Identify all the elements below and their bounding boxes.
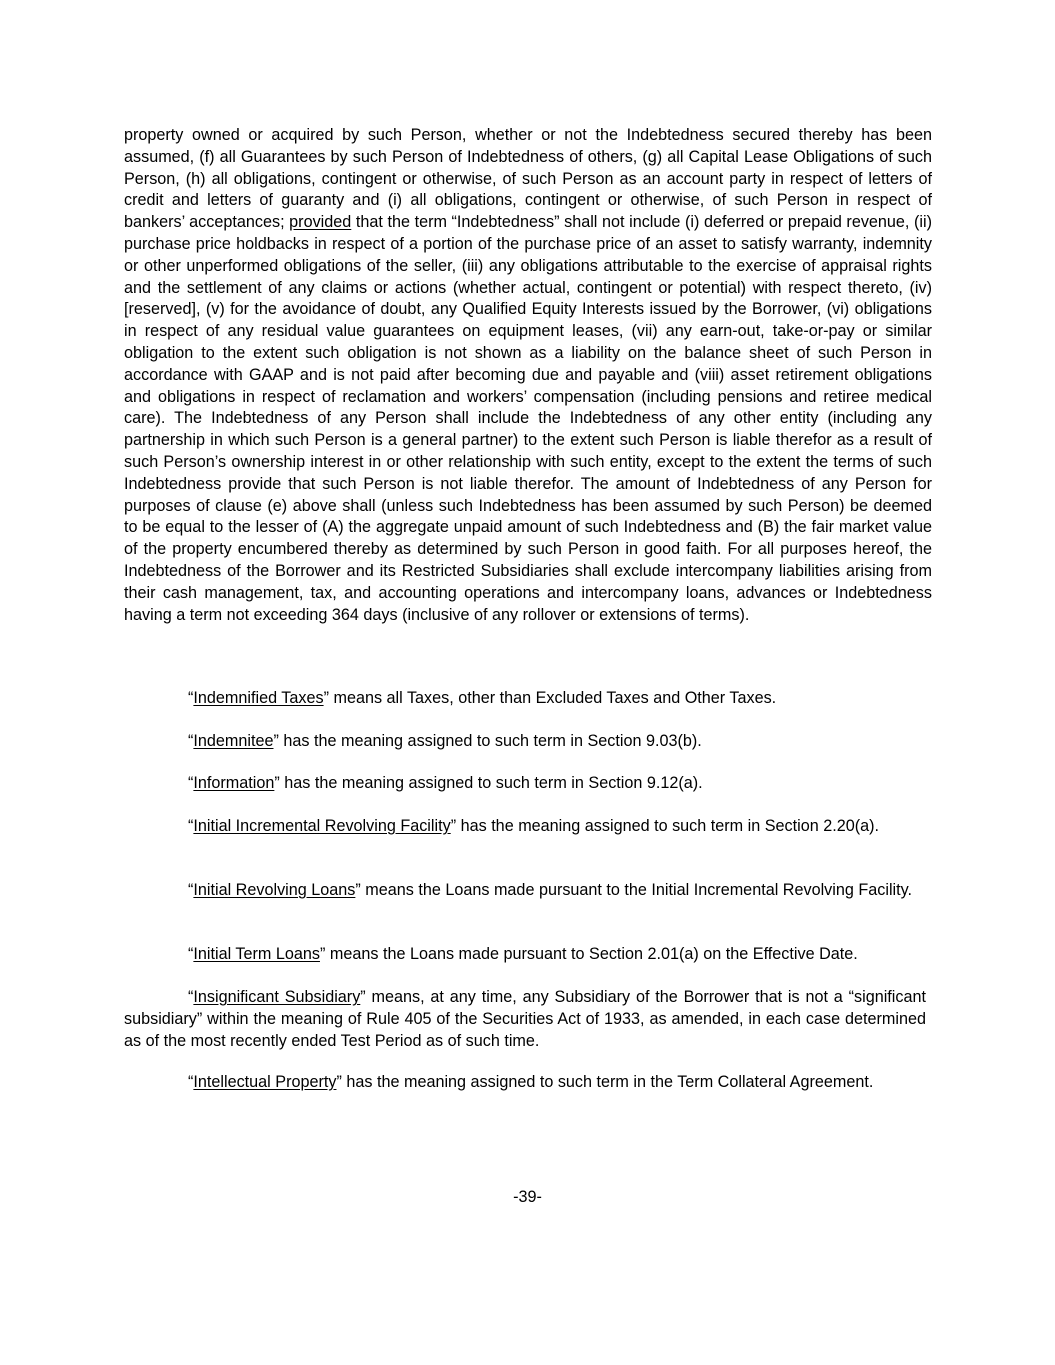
definition-text: ” means the Loans made pursuant to the Initial Incremental Revolving Facility. bbox=[355, 881, 913, 899]
lead-paragraph-text-end: that the term “Indebtedness” shall not include (i) deferred or prepaid revenue, (ii) purchase price holdbacks in respect of a portion of the purchase price of an asset to satisfy warranty, indemnity or other unperformed obligations of the seller, (iii) any obligations attributable to the exercise of appraisal rights and the settlement of any claims or actions (whether actual, contingent or potential) with respect thereto, (iv) [reserved], (v) for the avoidance of doubt, any Qualified Equity Interests issued by the Borrower, (vi) obligations in respect of any residual value guarantees on equipment leases, (vii) any earn-out, take-or-pay or similar obligation to the extent such obligation is not shown as a liability on the balance sheet of such Person in accordance with GAAP and is not paid after becoming due and payable and (viii) asset retirement obligations and obligations in respect of reclamation and workers’ compensation (including pensions and retiree medical care). The Indebtedness of any Person shall include the Indebtedness of any other entity (including any partnership in which such Person is a general partner) to the extent such Person is liable therefor as a result of such Person’s ownership interest in or other relationship with such entity, except to the extent the terms of such Indebtedness provide that such Person is not liable therefor. The amount of Indebtedness of any Person for purposes of clause (e) above shall (unless such Indebtedness has been assumed by such Person) be deemed to be equal to the lesser of (A) the aggregate unpaid amount of such Indebtedness and (B) the fair market value of the property encumbered thereby as determined by such Person in good faith. For all purposes hereof, the Indebtedness of the Borrower and its Restricted Subsidiaries shall exclude intercompany liabilities arising from their cash management, tax, and accounting operations and intercompany loans, advances or Indebtedness having a term not exceeding 364 days (inclusive of any rollover or extensions of terms). bbox=[124, 213, 932, 624]
defined-term: Insignificant Subsidiary bbox=[193, 988, 361, 1006]
definition-initial-revolving-loans bbox=[124, 880, 925, 902]
definition-indemnified-taxes bbox=[124, 688, 932, 710]
definition-indemnitee bbox=[124, 731, 932, 753]
definition-text: ” has the meaning assigned to such term in Section 2.20(a). bbox=[450, 817, 880, 835]
lead-paragraph bbox=[124, 125, 932, 626]
definition-initial-incremental-revolving-facility bbox=[124, 816, 925, 838]
lead-paragraph-text-start: property owned or acquired by such Person, whether or not the Indebtedness secured thereby has been assumed, (f) all Guarantees by such Person of Indebtedness of others, (g) all Capital Lease Obligations of such Person, (h) all obligations, contingent or otherwise, of such Person as an account party in respect of letters of credit and letters of guaranty and (i) all obligations, contingent or otherwise, of such Person in respect of bankers’ acceptances; bbox=[124, 126, 932, 232]
definition-text: ” has the meaning assigned to such term in Section 9.03(b). bbox=[273, 732, 702, 750]
open-quote: “ bbox=[188, 774, 194, 792]
defined-term: Initial Incremental Revolving Facility bbox=[193, 817, 451, 835]
definition-text: ” means all Taxes, other than Excluded Taxes and Other Taxes. bbox=[323, 689, 777, 707]
open-quote: “ bbox=[188, 988, 194, 1006]
defined-term: Information bbox=[193, 774, 275, 792]
defined-term: Initial Term Loans bbox=[193, 945, 320, 963]
definition-insignificant-subsidiary bbox=[124, 987, 926, 1052]
definition-text: ” has the meaning assigned to such term in the Term Collateral Agreement. bbox=[336, 1073, 874, 1091]
open-quote: “ bbox=[188, 945, 194, 963]
provided-term: provided bbox=[289, 213, 352, 232]
open-quote: “ bbox=[188, 1073, 194, 1091]
definition-text: ” means the Loans made pursuant to Section 2.01(a) on the Effective Date. bbox=[319, 945, 858, 963]
defined-term: Intellectual Property bbox=[193, 1073, 337, 1091]
open-quote: “ bbox=[188, 732, 194, 750]
definition-text: ” has the meaning assigned to such term in Section 9.12(a). bbox=[274, 774, 703, 792]
open-quote: “ bbox=[188, 689, 194, 707]
definition-text: ” means, at any time, any Subsidiary of the Borrower that is not a “significant subsidiary” within the meaning of Rule 405 of the Securities Act of 1933, as amended, in each case determined as of the most recently ended Test Period as of such time. bbox=[124, 988, 926, 1050]
page-number: -39- bbox=[513, 1188, 542, 1206]
defined-term: Initial Revolving Loans bbox=[193, 881, 356, 899]
open-quote: “ bbox=[188, 817, 194, 835]
definition-intellectual-property bbox=[124, 1072, 932, 1094]
definition-initial-term-loans bbox=[124, 944, 932, 966]
open-quote: “ bbox=[188, 881, 194, 899]
defined-term: Indemnitee bbox=[193, 732, 274, 750]
defined-term: Indemnified Taxes bbox=[193, 689, 324, 707]
definition-information bbox=[124, 773, 932, 795]
